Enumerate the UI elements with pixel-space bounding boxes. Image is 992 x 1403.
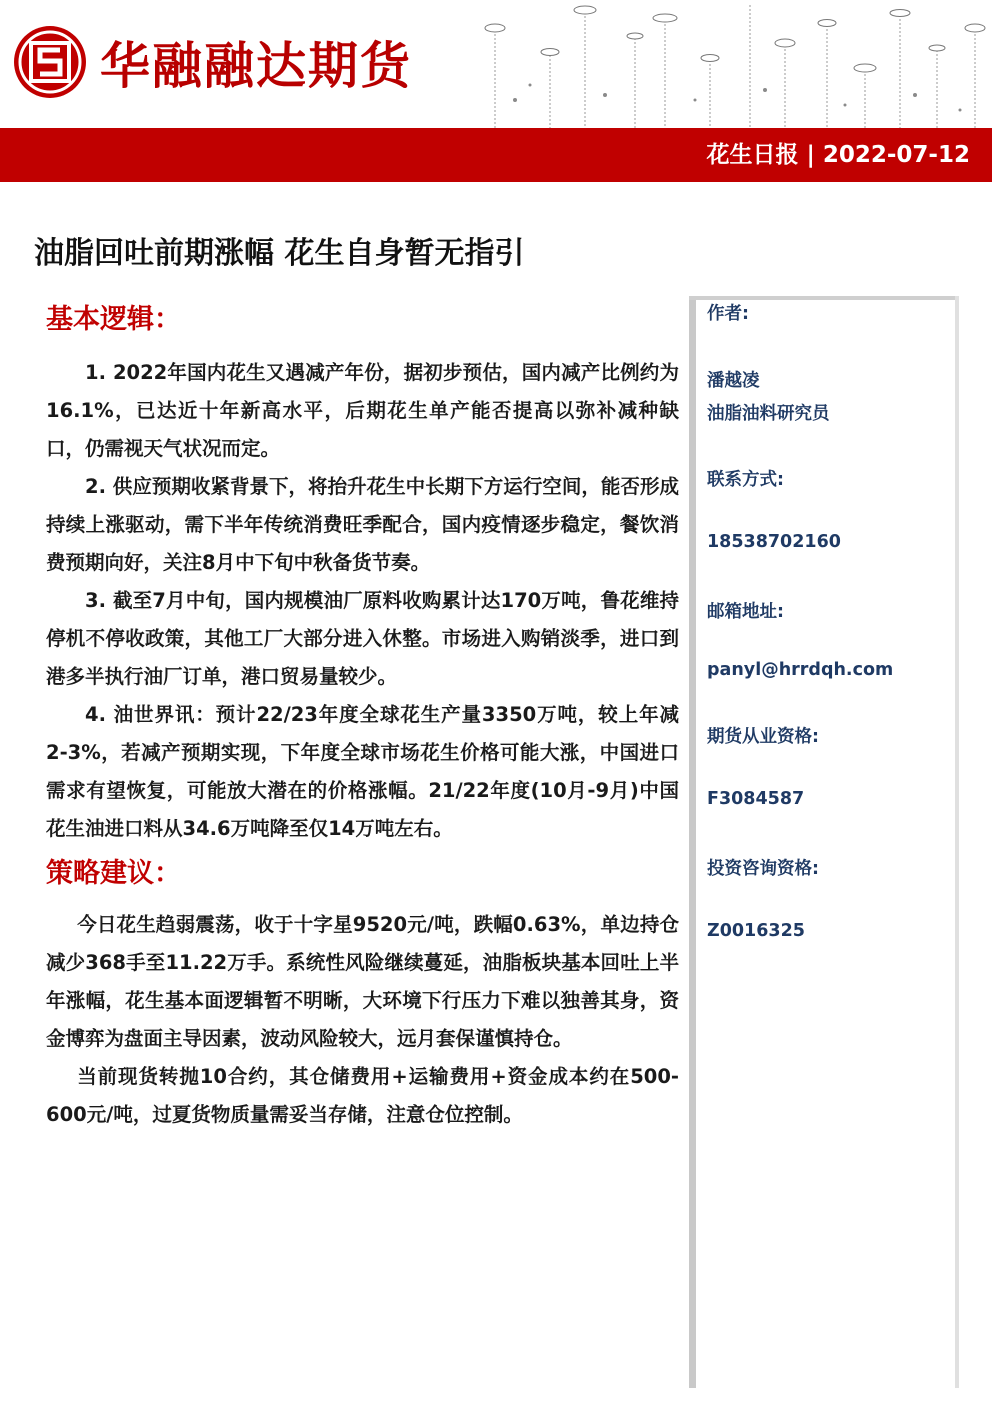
author-title: 油脂油料研究员: [707, 404, 830, 424]
main-content: [46, 300, 679, 1134]
contact-phone: 18538702160: [707, 532, 841, 552]
brand-name: 华融融达期货: [100, 37, 412, 95]
sidebar-border: [689, 296, 696, 1388]
email-label: 邮箱地址:: [707, 602, 784, 622]
author-label: 作者:: [707, 304, 749, 324]
paragraph: 2. 供应预期收紧背景下，将抬升花生中长期下方运行空间，能否形成持续上涨驱动，需下半年传统消费旺季配合，国内疫情逐步稳定，餐饮消费预期向好，关注8月中下旬中秋备货节奏。: [46, 475, 679, 574]
decorative-pattern: [455, 0, 992, 128]
paragraph: 今日花生趋弱震荡，收于十字星9520元/吨，跌幅0.63%，单边持仓减少368手至11.22万手。系统性风险继续蔓延，油脂板块基本回吐上半年涨幅，花生基本面逻辑暂不明晰，大环境下行压力下难以独善其身，资金博弈为盘面主导因素，波动风险较大，远月套保谨慎持仓。: [46, 913, 679, 1050]
futures-license-label: 期货从业资格:: [707, 727, 819, 747]
page-header: [0, 0, 992, 182]
paragraph: 1. 2022年国内花生又遇减产年份，据初步预估，国内减产比例约为16.1%，已达近十年新高水平，后期花生单产能否提高以弥补减种缺口，仍需视天气状况而定。: [46, 361, 679, 460]
futures-license-number: F3084587: [707, 789, 805, 809]
paragraph: 3. 截至7月中旬，国内规模油厂原料收购累计达170万吨，鲁花维持停机不停收政策，其他工厂大部分进入休整。市场进入购销淡季，进口到港多半执行油厂订单，港口贸易量较少。: [46, 589, 679, 688]
page-title: 油脂回吐前期涨幅 花生自身暂无指引: [34, 236, 525, 272]
company-logo-icon: [12, 24, 88, 100]
brand-logo: [12, 22, 412, 102]
paragraph: 当前现货转抛10合约，其仓储费用+运输费用+资金成本约在500-600元/吨，过夏货物质量需妥当存储，注意仓位控制。: [46, 1065, 679, 1126]
report-banner: [0, 128, 992, 182]
section-heading-basic-logic: 基本逻辑：: [46, 304, 181, 335]
author-name: 潘越凌: [707, 371, 760, 391]
paragraph: 4. 油世界讯：预计22/23年度全球花生产量3350万吨，较上年减2-3%，若减产预期实现，下年度全球市场花生价格可能大涨，中国进口需求有望恢复，可能放大潜在的价格涨幅。21/22年度(10月-9月)中国花生油进口料从34.6万吨降至仅14万吨左右。: [46, 703, 679, 840]
advisory-license-label: 投资咨询资格:: [707, 859, 819, 879]
advisory-license-number: Z0016325: [707, 921, 805, 941]
report-type-date: 花生日报 | 2022-07-12: [706, 142, 970, 168]
email-link[interactable]: panyl@hrrdqh.com: [707, 660, 894, 680]
contact-label: 联系方式:: [707, 470, 784, 490]
sidebar-border: [955, 296, 959, 1388]
section-heading-strategy: 策略建议：: [46, 858, 181, 889]
author-sidebar: [689, 296, 959, 1388]
